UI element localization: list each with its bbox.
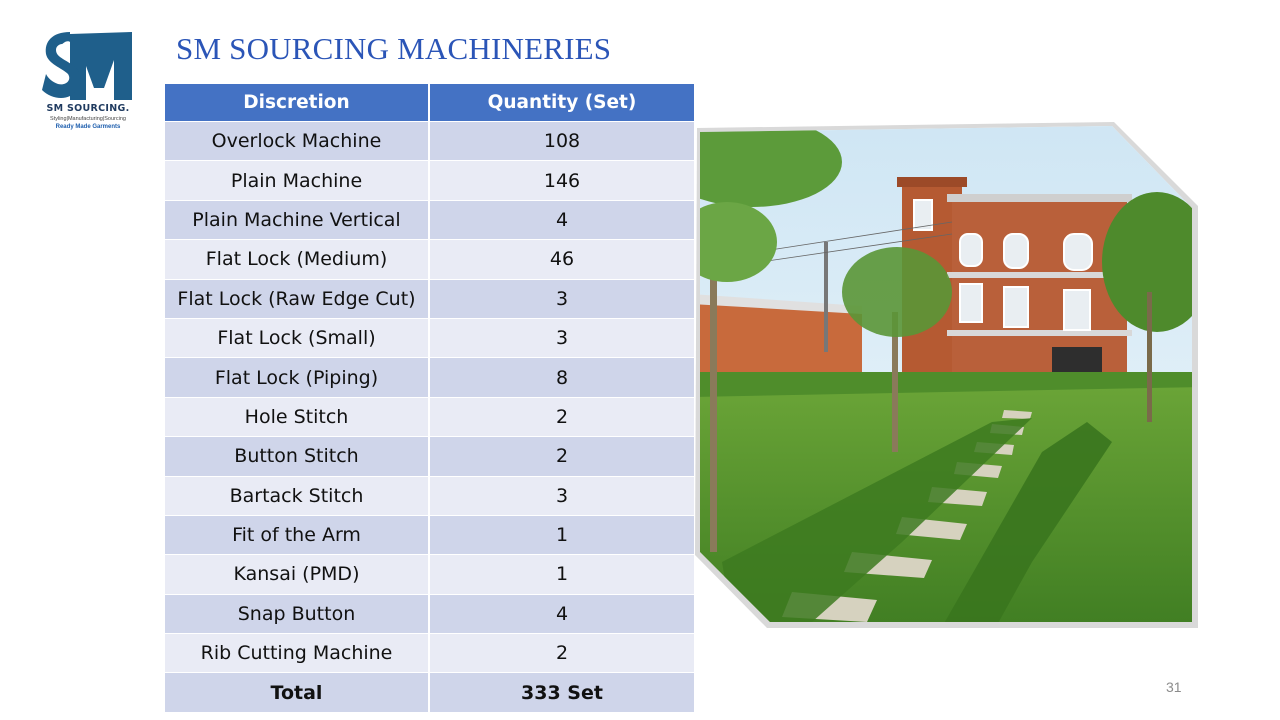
machinery-table xyxy=(165,84,694,713)
page-title: SM SOURCING MACHINERIES xyxy=(176,31,612,66)
machine-qty: 4 xyxy=(429,200,694,239)
machine-name: Hole Stitch xyxy=(165,397,429,436)
machine-qty: 1 xyxy=(429,555,694,594)
machine-name: Flat Lock (Raw Edge Cut) xyxy=(165,279,429,318)
table-row xyxy=(165,634,694,673)
table-row xyxy=(165,358,694,397)
machine-name: Button Stitch xyxy=(165,437,429,476)
total-value: 333 Set xyxy=(429,673,694,712)
page-number: 31 xyxy=(1166,679,1182,695)
header-discretion: Discretion xyxy=(165,84,429,122)
machine-name: Rib Cutting Machine xyxy=(165,634,429,673)
table-row xyxy=(165,279,694,318)
machine-name: Flat Lock (Small) xyxy=(165,318,429,357)
factory-photo xyxy=(692,122,1202,634)
company-logo xyxy=(40,30,136,134)
table-row xyxy=(165,594,694,633)
machine-qty: 8 xyxy=(429,358,694,397)
machine-name: Flat Lock (Piping) xyxy=(165,358,429,397)
total-label: Total xyxy=(165,673,429,712)
logo-brand-text: SM SOURCING. xyxy=(46,103,130,114)
machine-qty: 2 xyxy=(429,397,694,436)
machine-name: Fit of the Arm xyxy=(165,515,429,554)
machine-name: Kansai (PMD) xyxy=(165,555,429,594)
machine-name: Snap Button xyxy=(165,594,429,633)
machine-name: Plain Machine Vertical xyxy=(165,200,429,239)
machine-qty: 46 xyxy=(429,240,694,279)
logo-tagline: Styling|Manufacturing|Sourcing xyxy=(50,116,126,122)
factory-image xyxy=(692,122,1202,634)
machine-qty: 3 xyxy=(429,279,694,318)
table-row xyxy=(165,515,694,554)
table-row xyxy=(165,476,694,515)
table-row xyxy=(165,437,694,476)
machine-qty: 2 xyxy=(429,437,694,476)
sm-logo-mark xyxy=(40,30,136,102)
table-row xyxy=(165,318,694,357)
machine-qty: 3 xyxy=(429,318,694,357)
logo-subline: Ready Made Garments xyxy=(55,124,121,130)
table-row xyxy=(165,161,694,200)
table-header-row xyxy=(165,84,694,122)
machine-name: Flat Lock (Medium) xyxy=(165,240,429,279)
table-row xyxy=(165,555,694,594)
table-row xyxy=(165,397,694,436)
machine-name: Bartack Stitch xyxy=(165,476,429,515)
table-row xyxy=(165,240,694,279)
machine-qty: 2 xyxy=(429,634,694,673)
machine-qty: 4 xyxy=(429,594,694,633)
table-total-row xyxy=(165,673,694,712)
machine-qty: 108 xyxy=(429,122,694,161)
table-row xyxy=(165,122,694,161)
machine-name: Overlock Machine xyxy=(165,122,429,161)
table-row xyxy=(165,200,694,239)
header-quantity: Quantity (Set) xyxy=(429,84,694,122)
machine-qty: 1 xyxy=(429,515,694,554)
machine-qty: 3 xyxy=(429,476,694,515)
machine-qty: 146 xyxy=(429,161,694,200)
machine-name: Plain Machine xyxy=(165,161,429,200)
